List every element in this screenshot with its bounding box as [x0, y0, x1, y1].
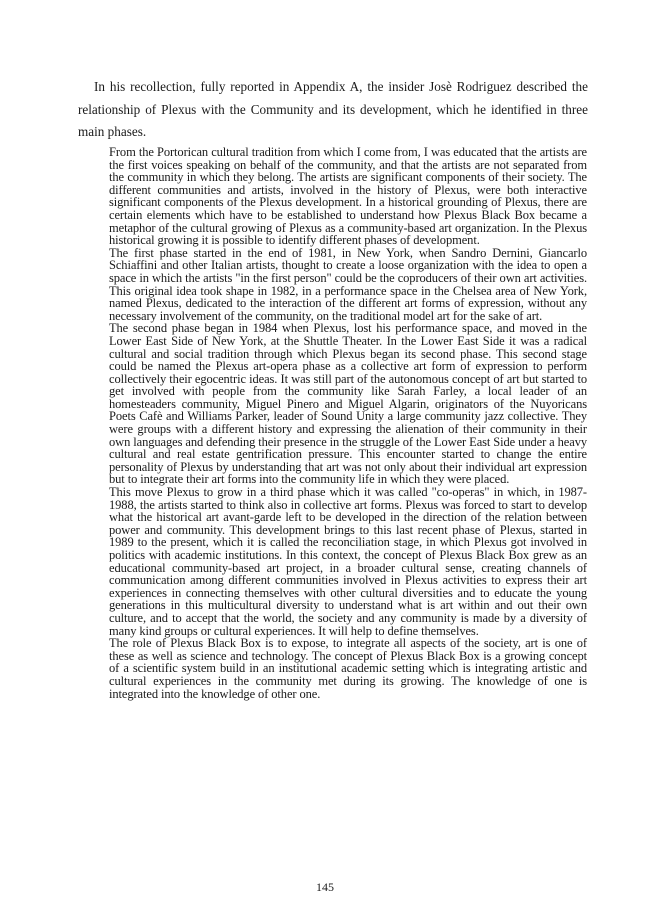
quote-paragraph-4: This move Plexus to grow in a third phase which it was called "co-operas" in which, in 1987-1988, the artists started to think also in collective art forms. Plexus was forced to start to develop what the historical art avant-garde left to be developed in the direction of the relation between power and community. This development brings to this last recent phase of Plexus, started in 1989 to the present, which it is called the reconciliation stage, in which Plexus got involved in politics with academic institutions. In this context, the concept of Plexus Black Box grew as an educational community-based art project, in a broader cultural sense, creating channels of communication among different communities involved in Plexus activities to express their art experiences in connecting themselves with other cultural diversities and to educate the young generations in this multicultural diversity to understand what is art within and out their own culture, and to accept that the world, the society and any community is made by a diversity of many kind groups or cultural experiences. It will help to define themselves. [109, 485, 587, 638]
quote-paragraph-2: The first phase started in the end of 1981, in New York, when Sandro Dernini, Giancarlo Schiaffini and other Italian artists, thought to create a loose organization with the idea to open a space in which the artists "in the first person" could be the coproducers of their own art activities. This original idea took shape in 1982, in a performance space in the Chelsea area of New York, named Plexus, dedicated to the interaction of the different art forms of expression, without any necessary involvement of the community, on the traditional model art for the sake of art. [109, 245, 587, 323]
quote-paragraph-1: From the Portorican cultural tradition from which I come from, I was educated that the artists are the first voices speaking on behalf of the community, and that the artists are not separated from the community in which they belong. The artists are significant components of their society. The different communities and artists, involved in the history of Plexus, were both interactive significant components of the Plexus development. In a historical grounding of Plexus, there are certain elements which have to be established to understand how Plexus Black Box became a metaphor of the cultural growing of Plexus as a community-based art organization. In the Plexus historical growing it is possible to identify different phases of development. [109, 145, 587, 248]
quote-paragraph-3: The second phase began in 1984 when Plexus, lost his performance space, and moved in the Lower East Side of New York, at the Shuttle Theater. In the Lower East Side it was a radical cultural and social tradition through which Plexus began its second phase. This second stage could be named the Plexus art-opera phase as a collective art form of expression to perform collectively their egocentric ideas. It was still part of the autonomous concept of art but started to get involved with people from the community like Sarah Farley, a local leader of an homesteaders community, Miguel Pinero and Miguel Algarin, originators of the Nuyoricans Poets Cafè and Williams Parker, leader of Sound Unity a large community jazz collective. They were groups with a different history and expressing the alienation of their community in their own languages and defending their presence in the struggle of the Lower East Side under a heavy cultural and real estate gentrification pressure. This encounter started to change the entire personality of Plexus by understanding that art was not only about their individual art expression but to integrate their art forms into the community life in which they were placed. [109, 321, 587, 487]
quote-paragraph-5: The role of Plexus Black Box is to expose, to integrate all aspects of the society, art is one of these as well as science and technology. The concept of Plexus Black Box is a growing concept of a scientific system build in an institutional academic setting which is integrating artistic and cultural experiences in the community met during its growing. The knowledge of one is integrated into the knowledge of other one. [109, 636, 587, 701]
block-quote [109, 146, 587, 700]
page-number: 145 [316, 880, 334, 894]
intro-paragraph: In his recollection, fully reported in Appendix A, the insider Josè Rodriguez described the relationship of Plexus with the Community and its development, which he identified in three main phases. [78, 79, 588, 139]
